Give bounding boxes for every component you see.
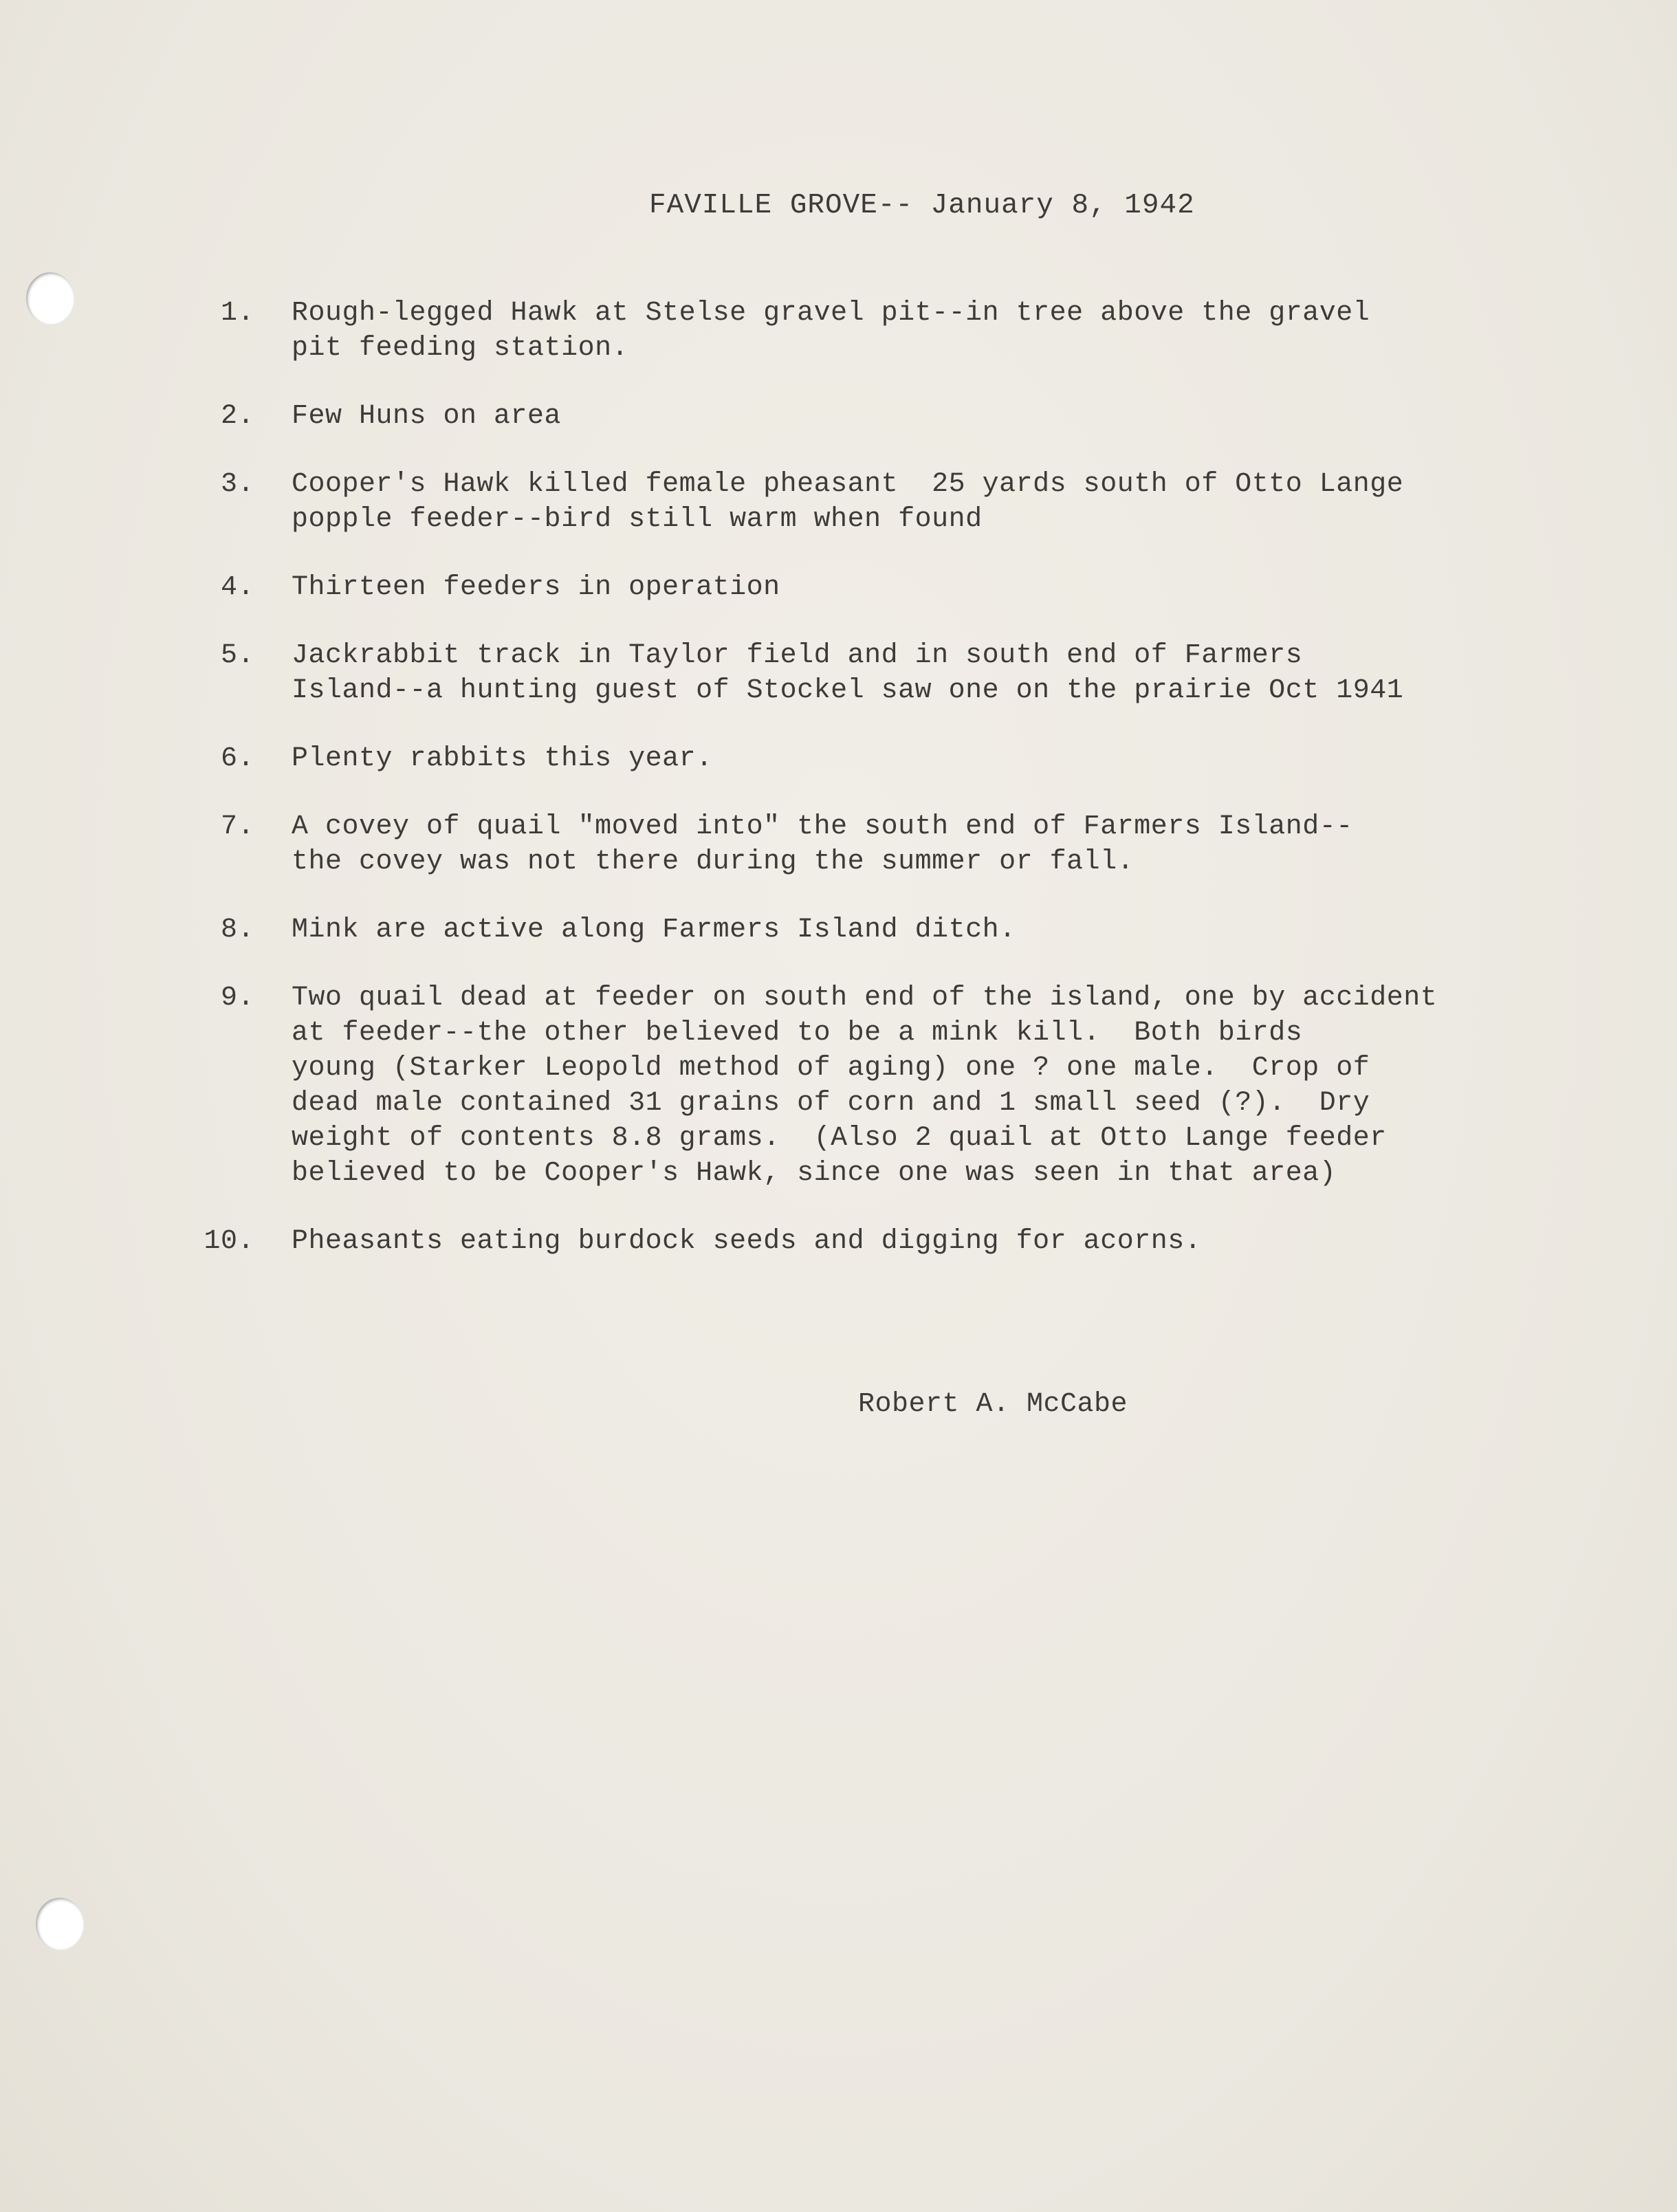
list-item bbox=[193, 399, 1568, 434]
item-number: 2. bbox=[220, 401, 254, 432]
item-text: Plenty rabbits this year. bbox=[292, 743, 713, 774]
item-text: Two quail dead at feeder on south end of the island, one by accident at feeder--the other believed to be a mink kill. Both birds young (Starker Leopold method of aging) one ? one male. Crop of dead male contained 31 grains of corn and 1 small seed (?). Dry weight of contents 8.8 grams. (Also 2 quail at Otto Lange feeder believed to be Cooper's Hawk, since one was seen in that area) bbox=[292, 983, 1438, 1189]
item-text: A covey of quail "moved into" the south end of Farmers Island-- the covey was not there during the summer or fall. bbox=[292, 811, 1353, 877]
item-number: 3. bbox=[220, 469, 254, 500]
item-text: Pheasants eating burdock seeds and digging for acorns. bbox=[292, 1226, 1202, 1257]
list-item bbox=[193, 638, 1568, 708]
item-number: 6. bbox=[220, 743, 254, 774]
observation-list bbox=[193, 296, 1568, 1259]
list-item bbox=[193, 741, 1568, 776]
punch-hole-top bbox=[26, 272, 74, 325]
list-item bbox=[193, 570, 1568, 605]
item-number: 4. bbox=[220, 572, 254, 603]
item-text: Jackrabbit track in Taylor field and in south end of Farmers Island--a hunting guest of Stockel saw one on the prairie Oct 1941 bbox=[292, 640, 1404, 706]
item-number: 9. bbox=[220, 983, 254, 1014]
list-item bbox=[193, 1224, 1568, 1259]
item-text: Cooper's Hawk killed female pheasant 25 yards south of Otto Lange popple feeder--bird still warm when found bbox=[292, 469, 1404, 535]
list-item bbox=[193, 981, 1568, 1191]
item-number: 7. bbox=[220, 811, 254, 842]
item-text: Few Huns on area bbox=[292, 401, 562, 432]
item-number: 10. bbox=[204, 1226, 254, 1257]
document-title: FAVILLE GROVE-- January 8, 1942 bbox=[649, 190, 1195, 221]
item-text: Thirteen feeders in operation bbox=[292, 572, 780, 603]
signature: Robert A. McCabe bbox=[858, 1389, 1128, 1420]
list-item bbox=[193, 467, 1568, 537]
item-text: Mink are active along Farmers Island ditch. bbox=[292, 915, 1016, 945]
item-number: 5. bbox=[220, 640, 254, 671]
list-item bbox=[193, 296, 1568, 366]
list-item bbox=[193, 809, 1568, 879]
list-item bbox=[193, 912, 1568, 948]
item-number: 1. bbox=[220, 298, 254, 329]
item-text: Rough-legged Hawk at Stelse gravel pit--in tree above the gravel pit feeding station. bbox=[292, 298, 1370, 364]
punch-hole-bottom bbox=[36, 1898, 84, 1950]
item-number: 8. bbox=[220, 915, 254, 945]
